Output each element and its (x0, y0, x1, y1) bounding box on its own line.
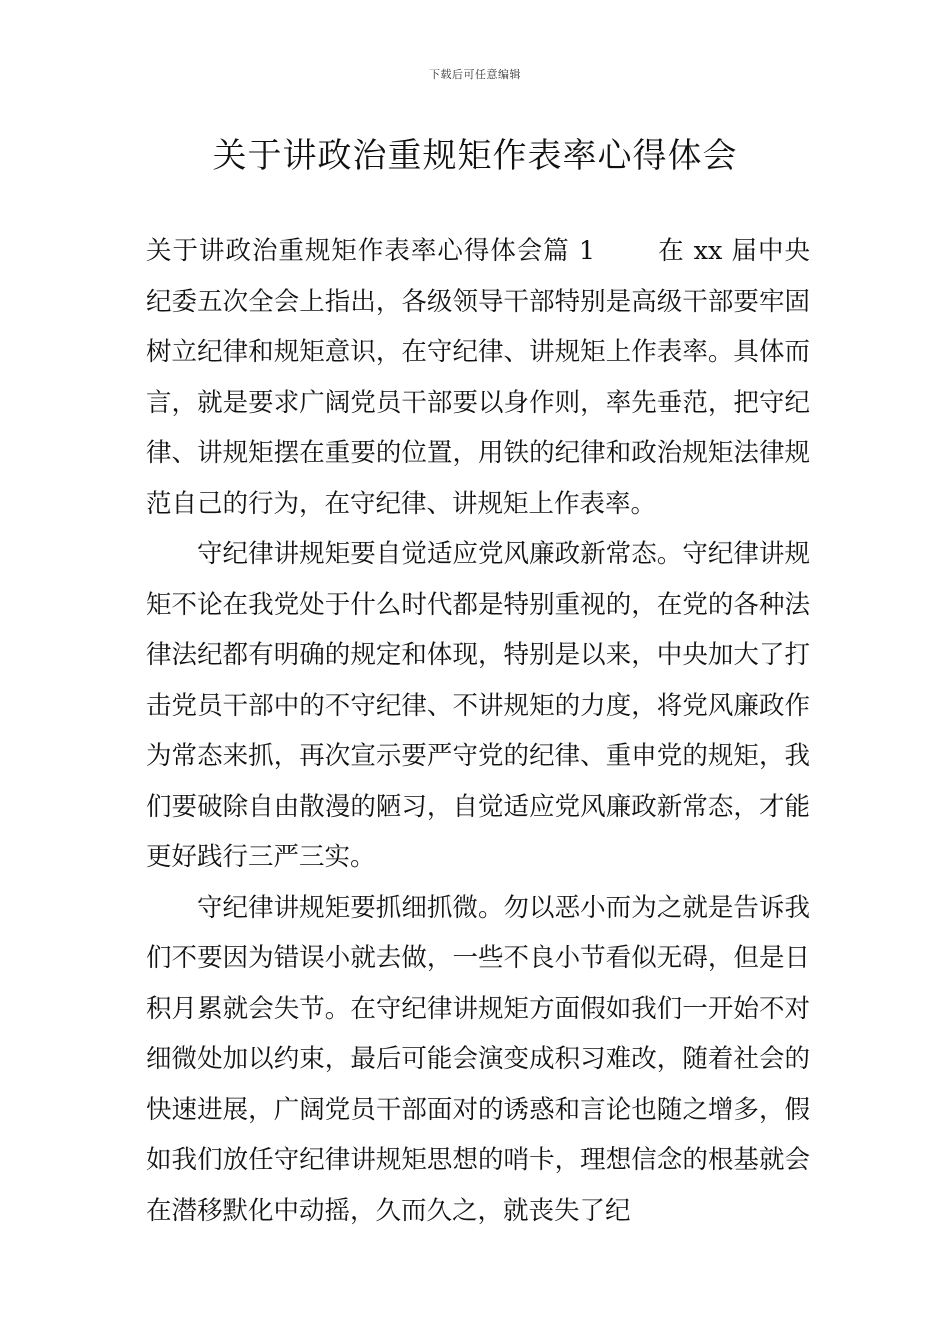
paragraph-3: 守纪律讲规矩要抓细抓微。勿以恶小而为之就是告诉我们不要因为错误小就去做，一些不良小节看似无碍，但是日积月累就会失节。在守纪律讲规矩方面假如我们一开始不对细微处加以约束，最后可能会演变成积习难改，随着社会的快速进展，广阔党员干部面对的诱惑和言论也随之增多，假如我们放任守纪律讲规矩思想的哨卡，理想信念的根基就会在潜移默化中动摇，久而久之，就丧失了纪 (146, 892, 810, 1226)
document-title: 关于讲政治重规矩作表率心得体会 (212, 136, 738, 176)
paragraph-1 (146, 226, 810, 529)
paragraph-2: 守纪律讲规矩要自觉适应党风廉政新常态。守纪律讲规矩不论在我党处于什么时代都是特别重视的，在党的各种法律法纪都有明确的规定和体现，特别是以来，中央加大了打击党员干部中的不守纪律、不讲规矩的力度，将党风廉政作为常态来抓，再次宣示要严守党的纪律、重申党的规矩，我们要破除自由散漫的陋习，自觉适应党风廉政新常态，才能更好践行三严三实。 (146, 539, 810, 872)
paragraph-1-body: 在 xx 届中央纪委五次全会上指出，各级领导干部特别是高级干部要牢固树立纪律和规矩意识，在守纪律、讲规矩上作表率。具体而言，就是要求广阔党员干部要以身作则，率先垂范，把守纪律、讲规矩摆在重要的位置，用铁的纪律和政治规矩法律规范自己的行为，在守纪律、讲规矩上作表率。 (146, 236, 810, 519)
paragraph-1-lead: 关于讲政治重规矩作表率心得体会篇 1 (146, 236, 596, 266)
header-note: 下载后可任意编辑 (429, 68, 521, 81)
document-body (146, 226, 810, 1236)
